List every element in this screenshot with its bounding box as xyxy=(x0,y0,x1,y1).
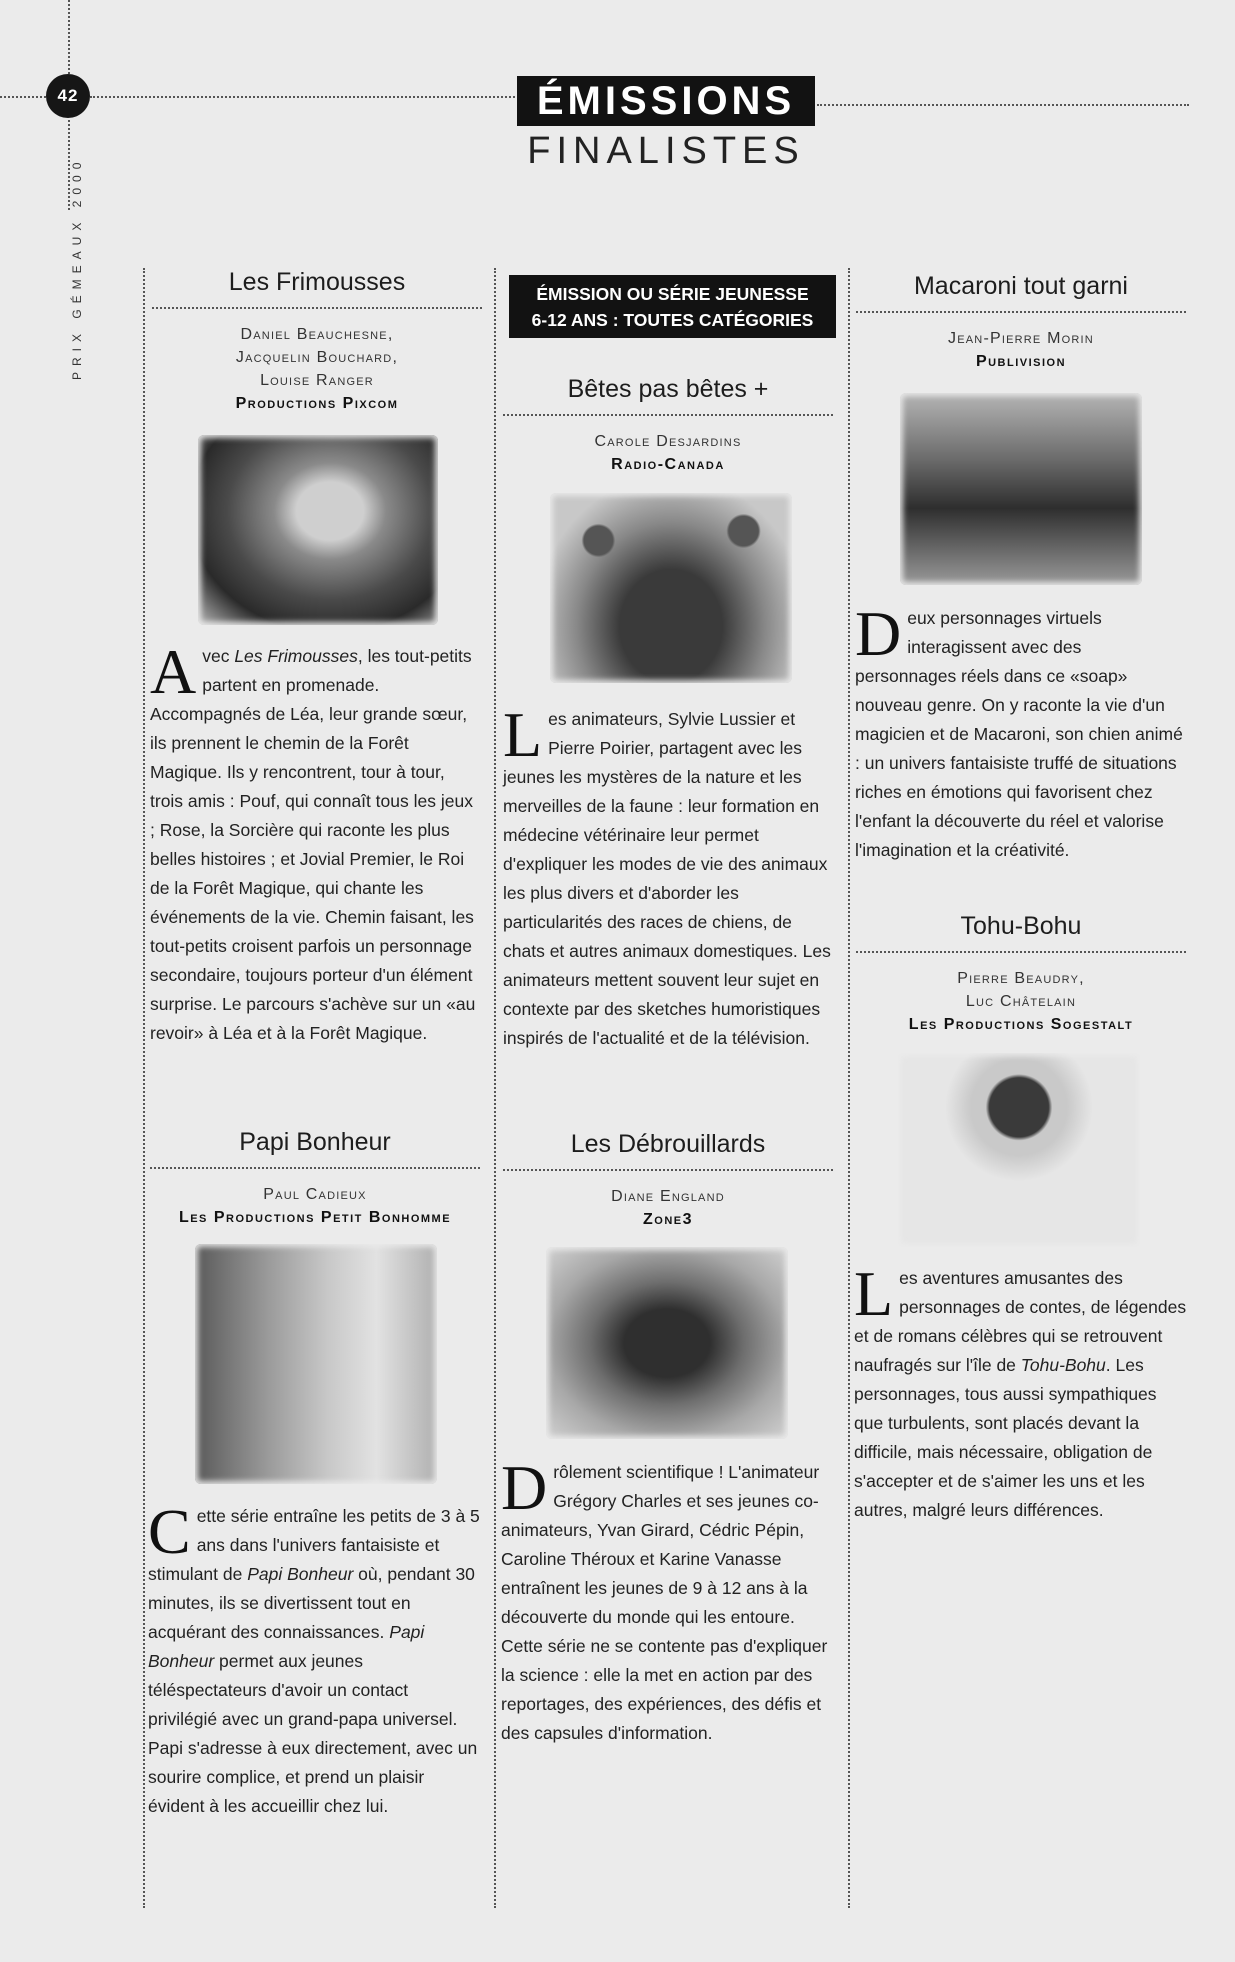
description-text: ette série entraîne les petits de 3 à 5 ans dans l'univers fantaisiste et stimulant de xyxy=(148,1506,480,1584)
side-label: PRIX GÉMEAUX 2000 xyxy=(70,156,84,380)
column-rule-2 xyxy=(494,268,496,1908)
show-debrouillards-header xyxy=(503,1130,833,1231)
title-rule xyxy=(856,951,1186,953)
tohu-photo xyxy=(898,1053,1140,1247)
show-title: Papi Bonheur xyxy=(239,1128,391,1156)
description-text: vec xyxy=(202,646,235,666)
frimousses-description xyxy=(150,636,482,1048)
category-label xyxy=(509,275,836,338)
show-title: Les Débrouillards xyxy=(570,1130,766,1158)
page-number: 42 xyxy=(46,74,90,118)
header-rule-left xyxy=(0,96,46,98)
category-line: 6-12 ANS : TOUTES CATÉGORIES xyxy=(531,309,814,330)
section-subheading: FINALISTES xyxy=(527,130,805,172)
show-title-italic: Papi Bonheur xyxy=(148,1622,425,1671)
column-rule-3 xyxy=(848,268,850,1908)
producer-name: Les Productions Petit Bonhomme xyxy=(178,1209,452,1226)
credit-name: Carole Desjardins xyxy=(594,433,742,450)
description-text: rôlement scientifique ! L'animateur Grégory Charles et ses jeunes co-animateurs, Yvan Girard, Cédric Pépin, Caroline Théroux et Karine Vanasse entraînent les jeunes de 9 à 12 ans à la découverte du monde qui les entoure. Cette série ne se contente pas d'expliquer la science : elle la met en action par des reportages, des expériences, des défis et des capsules d'information. xyxy=(501,1462,828,1743)
show-macaroni-header xyxy=(856,272,1186,373)
show-title: Macaroni tout garni xyxy=(913,272,1128,300)
credit-name: Luc Châtelain xyxy=(965,993,1077,1010)
drop-cap: L xyxy=(503,699,543,770)
betes-photo xyxy=(550,493,792,683)
drop-cap: A xyxy=(150,636,197,707)
show-title: Bêtes pas bêtes + xyxy=(567,375,769,403)
betes-description xyxy=(503,699,835,1053)
show-title-italic: Tohu-Bohu xyxy=(1020,1355,1106,1375)
tohu-description xyxy=(854,1258,1188,1525)
show-title-italic: Papi Bonheur xyxy=(247,1564,354,1584)
credit-name: Diane England xyxy=(611,1188,725,1205)
section-heading: ÉMISSIONS xyxy=(517,76,815,126)
producer-name: Les Productions Sogestalt xyxy=(908,1016,1134,1033)
producer-name: Zone3 xyxy=(642,1211,693,1228)
category-line: ÉMISSION OU SÉRIE JEUNESSE xyxy=(536,283,809,304)
macaroni-description xyxy=(855,598,1187,865)
credit-name: Daniel Beauchesne, xyxy=(240,326,394,343)
column-rule-1 xyxy=(143,268,145,1908)
title-rule xyxy=(856,311,1186,313)
title-rule xyxy=(503,1169,833,1171)
show-title: Tohu-Bohu xyxy=(960,912,1082,940)
header-rule-mid xyxy=(90,96,515,98)
drop-cap: C xyxy=(148,1496,191,1567)
producer-name: Productions Pixcom xyxy=(235,395,399,412)
show-betes-header xyxy=(503,375,833,476)
debrouillards-photo xyxy=(546,1247,788,1439)
title-rule xyxy=(503,414,833,416)
drop-cap: L xyxy=(854,1258,894,1329)
producer-name: Radio-Canada xyxy=(611,456,725,473)
credit-name: Paul Cadieux xyxy=(263,1186,367,1203)
title-rule xyxy=(152,307,482,309)
title-rule xyxy=(150,1167,480,1169)
papi-description xyxy=(148,1496,482,1821)
description-text: es animateurs, Sylvie Lussier et Pierre Poirier, partagent avec les jeunes les mystères de la nature et les merveilles de la faune : leur formation en médecine vétérinaire leur permet d'expliquer les modes de vie des animaux les plus divers et d'aborder les particularités des races de chiens, de chats et autres animaux domestiques. Les animateurs mettent souvent leur sujet en contexte par des sketches humoristiques inspirés de l'actualité et de la télévision. xyxy=(503,709,831,1048)
producer-name: Publivision xyxy=(975,353,1067,370)
left-margin-rule-top xyxy=(68,0,70,74)
show-tohu-header xyxy=(856,912,1186,1036)
drop-cap: D xyxy=(501,1452,548,1523)
credit-name: Jacquelin Bouchard, xyxy=(235,349,399,366)
description-text: , les tout-petits partent en promenade. Accompagnés de Léa, leur grande sœur, ils prennent le chemin de la Forêt Magique. Ils y rencontrent, tour à tour, trois amis : Pouf, qui connaît tous les jeux ; Rose, la Sorcière qui raconte les plus belles histoires ; et Jovial Premier, le Roi de la Forêt Magique, qui chante les événements de la vie. Chemin faisant, les tout-petits croisent parfois un personnage secondaire, toujours porteur d'un élément surprise. Le parcours s'achève sur un «au revoir» à Léa et à la Forêt Magique. xyxy=(150,646,476,1043)
show-frimousses-header xyxy=(152,268,482,415)
debrouillards-description xyxy=(501,1452,835,1748)
show-title: Les Frimousses xyxy=(228,268,406,296)
credit-name: Louise Ranger xyxy=(260,372,374,389)
description-text: es aventures amusantes des personnages de contes, de légendes et de romans célèbres qui se retrouvent naufragés sur l'île de xyxy=(854,1268,1187,1375)
description-text: . Les personnages, tous aussi sympathiques que turbulents, sont placés devant la difficile, mais nécessaire, obligation de s'accepter et de s'aimer les uns et les autres, malgré leurs différences. xyxy=(854,1355,1157,1520)
show-title-italic: Les Frimousses xyxy=(234,646,358,666)
drop-cap: D xyxy=(855,598,902,669)
credit-name: Pierre Beaudry, xyxy=(957,970,1085,987)
papi-photo xyxy=(195,1244,437,1484)
header-rule-right xyxy=(817,104,1189,106)
macaroni-photo xyxy=(900,393,1142,585)
frimousses-photo xyxy=(198,435,438,625)
description-text: où, pendant 30 minutes, ils se divertissent tout en acquérant des connaissances. xyxy=(148,1564,475,1642)
description-text: permet aux jeunes téléspectateurs d'avoir un contact privilégié avec un grand-papa universel. Papi s'adresse à eux directement, avec un sourire complice, et prend un plaisir évident à les accueillir chez lui. xyxy=(148,1651,478,1816)
description-text: eux personnages virtuels interagissent avec des personnages réels dans ce «soap» nouveau genre. On y raconte la vie d'un magicien et de Macaroni, son chien animé : un univers fantaisiste truffé de situations riches en émotions qui favorisent chez l'enfant la découverte du réel et valorise l'imagination et la créativité. xyxy=(855,608,1183,860)
credit-name: Jean-Pierre Morin xyxy=(948,330,1094,347)
show-papi-header xyxy=(150,1128,480,1229)
